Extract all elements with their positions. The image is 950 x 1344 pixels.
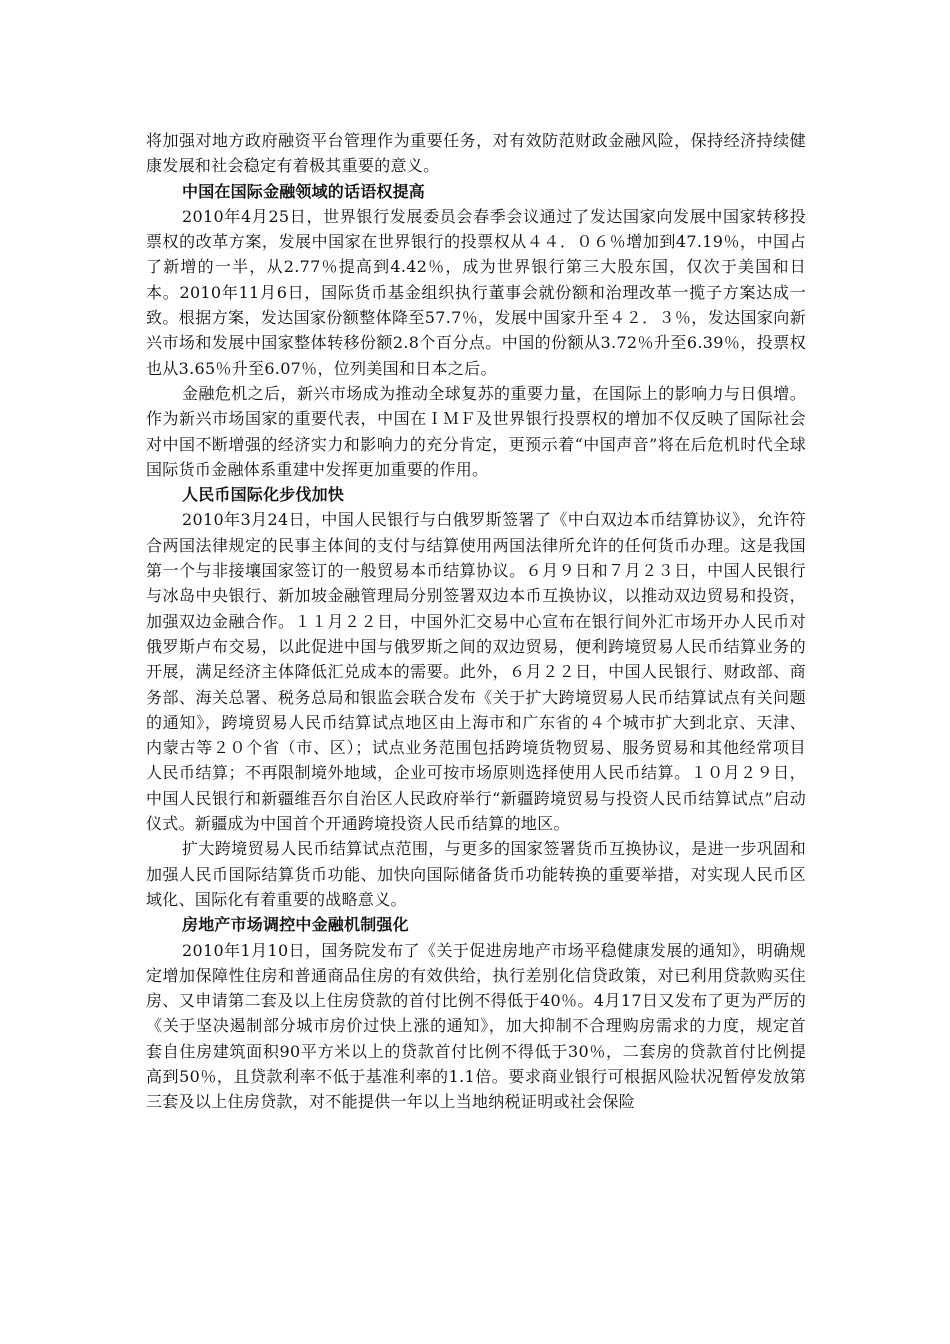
paragraph-continuation: 将加强对地方政府融资平台管理作为重要任务，对有效防范财政金融风险，保持经济持续健康发展和社会稳定有着极其重要的意义。 [146, 131, 806, 176]
paragraph-rmb-settlement: 2010年3月24日，中国人民银行与白俄罗斯签署了《中白双边本币结算协议》，允许符合两国法律规定的民事主体间的支付与结算使用两国法律所允许的任何货币办理。这是我国第一个与非接壤国家签订的一般贸易本币结算协议。６月９日和７月２３日，中国人民银行与冰岛中央银行、新加坡金融管理局分别签署双边本币互换协议，以推动双边贸易和投资，加强双边金融合作。１１月２２日，中国外汇交易中心宣布在银行间外汇市场开办人民币对俄罗斯卢布交易，以此促进中国与俄罗斯之间的双边贸易，便利跨境贸易人民币结算业务的开展，满足经济主体降低汇兑成本的需要。此外，６月２２日，中国人民银行、财政部、商务部、海关总署、税务总局和银监会联合发布《关于扩大跨境贸易人民币结算试点有关问题的通知》，跨境贸易人民币结算试点地区由上海市和广东省的４个城市扩大到北京、天津、内蒙古等２０个省（市、区）；试点业务范围包括跨境货物贸易、服务贸易和其他经常项目人民币结算；不再限制境外地域，企业可按市场原则选择使用人民币结算。１０月２９日，中国人民银行和新疆维吾尔自治区人民政府举行“新疆跨境贸易与投资人民币结算试点”启动仪式。新疆成为中国首个开通跨境投资人民币结算的地区。 [146, 510, 806, 834]
section-heading-rmb-internationalization: 人民币国际化步伐加快 [182, 485, 345, 505]
section-heading-discourse-power: 中国在国际金融领域的话语权提高 [182, 181, 426, 201]
section-heading-real-estate: 房地产市场调控中金融机制强化 [182, 915, 409, 935]
paragraph-voting-power: 2010年4月25日，世界银行发展委员会春季会议通过了发达国家向发展中国家转移投票权的改革方案，发展中国家在世界银行的投票权从４４．０６％增加到47.19％，中国占了新增的一半，从2.77％提高到4.42％，成为世界银行第三大股东国，仅次于美国和日本。2010年11月6日，国际货币基金组织执行董事会就份额和治理改革一揽子方案达成一致。根据方案，发达国家份额整体降至57.7％，发展中国家升至４２．３％，发达国家向新兴市场和发展中国家整体转移份额2.8个百分点。中国的份额从3.72％升至6.39％，投票权也从3.65％升至6.07％，位列美国和日本之后。 [146, 206, 806, 378]
document-body [146, 128, 806, 1115]
paragraph-real-estate-policy: 2010年1月10日，国务院发布了《关于促进房地产市场平稳健康发展的通知》，明确规定增加保障性住房和普通商品住房的有效供给，执行差别化信贷政策，对已利用贷款购买住房、又申请第二套及以上住房贷款的首付比例不得低于40％。4月17日又发布了更为严厉的《关于坚决遏制部分城市房价过快上涨的通知》，加大抑制不合理购房需求的力度，规定首套自住房建筑面积90平方米以上的贷款首付比例不得低于30％，二套房的贷款首付比例提高到50％，且贷款利率不低于基准利率的1.1倍。要求商业银行可根据风险状况暂停发放第三套及以上住房贷款，对不能提供一年以上当地纳税证明或社会保险 [146, 940, 806, 1112]
paragraph-rmb-significance: 扩大跨境贸易人民币结算试点范围，与更多的国家签署货币互换协议，是进一步巩固和加强人民币国际结算货币功能、加快向国际储备货币功能转换的重要举措，对实现人民币区域化、国际化有着重要的战略意义。 [146, 839, 806, 909]
paragraph-emerging-markets: 金融危机之后，新兴市场成为推动全球复苏的重要力量，在国际上的影响力与日俱增。作为新兴市场国家的重要代表，中国在ＩＭＦ及世界银行投票权的增加不仅反映了国际社会对中国不断增强的经济实力和影响力的充分肯定，更预示着“中国声音”将在后危机时代全球国际货币金融体系重建中发挥更加重要的作用。 [146, 383, 806, 479]
